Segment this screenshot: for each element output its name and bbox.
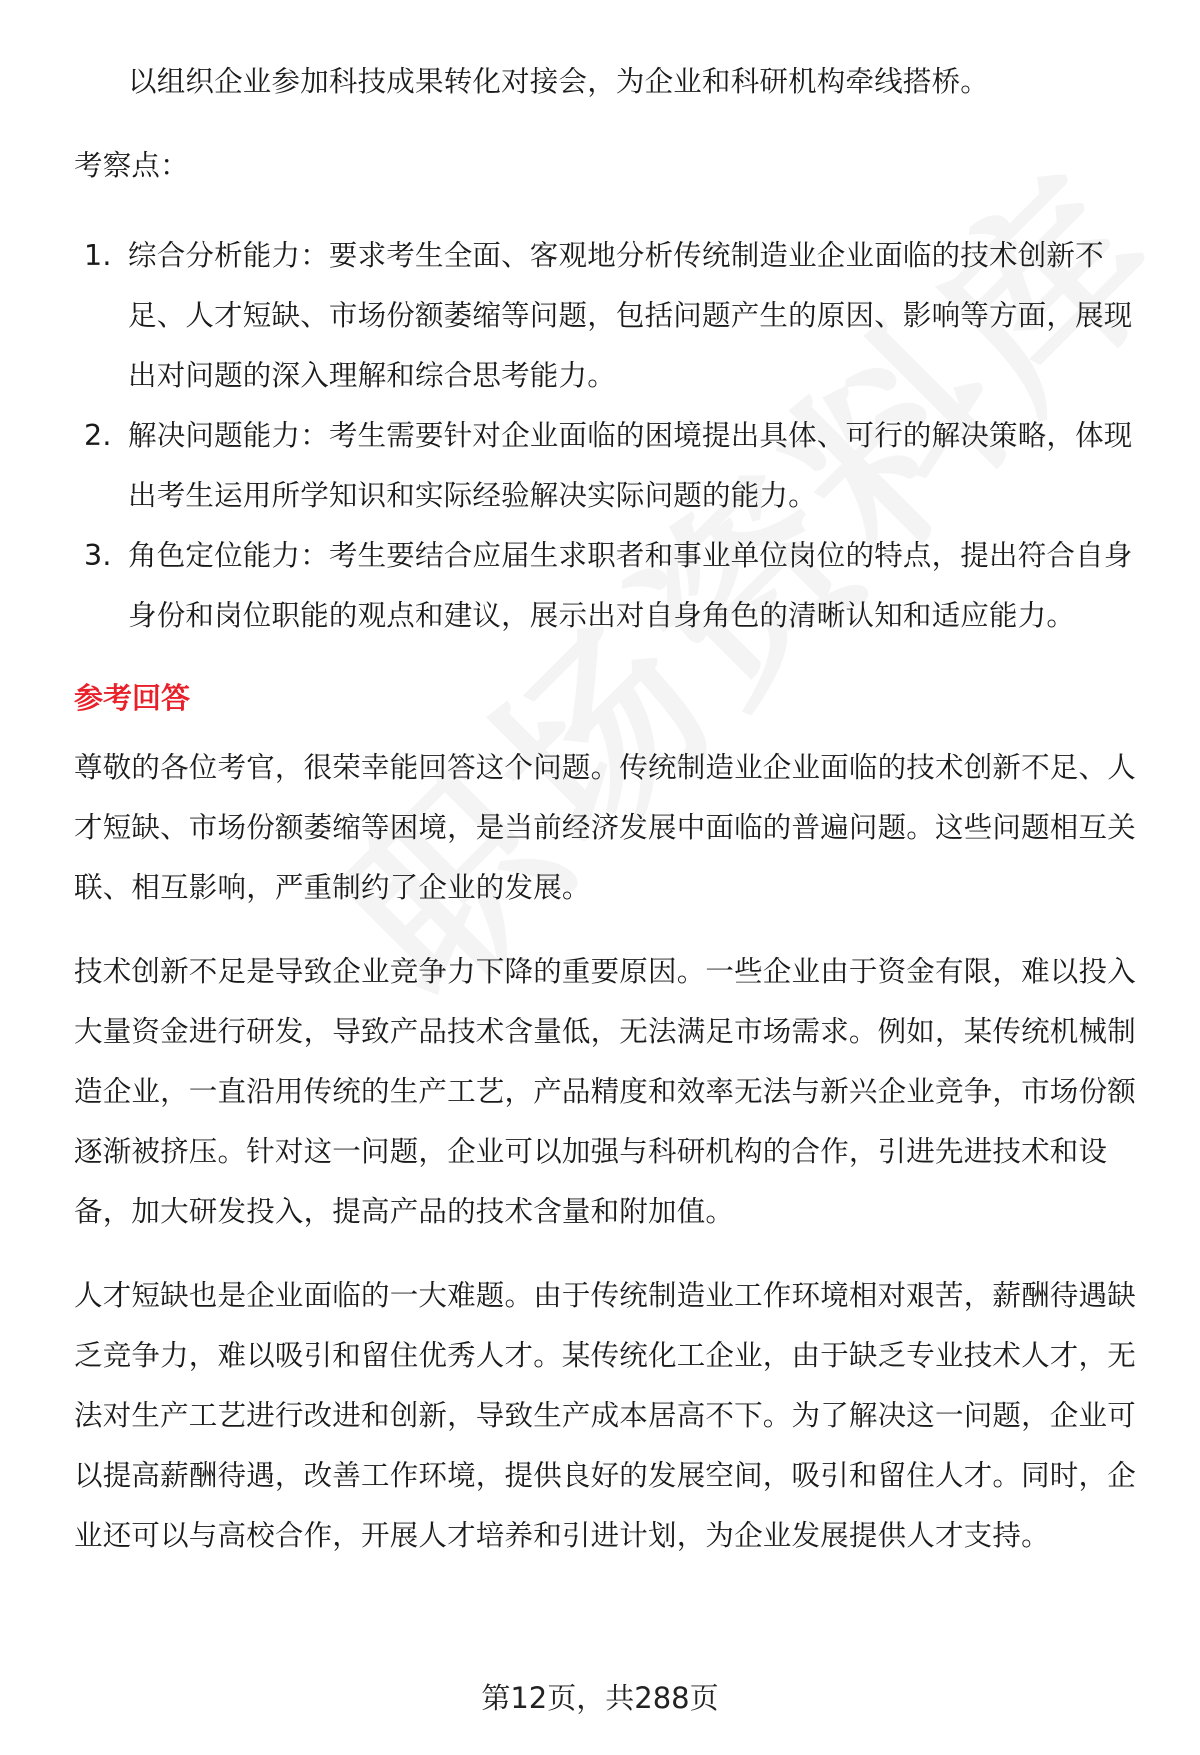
list-item-number: 3. [84,539,112,572]
list-item [74,406,1146,526]
intro-line: 以组织企业参加科技成果转化对接会，为企业和科研机构牵线搭桥。 [128,65,990,98]
observe-label: 考察点： [74,149,189,182]
answer-paragraph: 人才短缺也是企业面临的一大难题。由于传统制造业工作环境相对艰苦，薪酬待遇缺乏竞争力，难以吸引和留住优秀人才。某传统化工企业，由于缺乏专业技术人才，无法对生产工艺进行改进和创新，导致生产成本居高不下。为了解决这一问题，企业可以提高薪酬待遇，改善工作环境，提供良好的发展空间，吸引和留住人才。同时，企业还可以与高校合作，开展人才培养和引进计划，为企业发展提供人才支持。 [74,1279,1136,1552]
list-item-number: 1. [84,239,112,272]
page-number-footer: 第12页，共288页 [481,1681,719,1715]
list-item-text: 综合分析能力：要求考生全面、客观地分析传统制造业企业面临的技术创新不足、人才短缺、市场份额萎缩等问题，包括问题产生的原因、影响等方面，展现出对问题的深入理解和综合思考能力。 [128,239,1133,392]
list-item-number: 2. [84,419,112,452]
answer-paragraph: 尊敬的各位考官，很荣幸能回答这个问题。传统制造业企业面临的技术创新不足、人才短缺、市场份额萎缩等困境，是当前经济发展中面临的普遍问题。这些问题相互关联、相互影响，严重制约了企业的发展。 [74,751,1136,904]
list-item-text: 解决问题能力：考生需要针对企业面临的困境提出具体、可行的解决策略，体现出考生运用所学知识和实际经验解决实际问题的能力。 [128,419,1133,512]
list-item [74,226,1146,406]
content-body [74,52,1146,1566]
observe-points-list [74,226,1146,646]
list-item [74,526,1146,646]
answer-paragraph: 技术创新不足是导致企业竞争力下降的重要原因。一些企业由于资金有限，难以投入大量资金进行研发，导致产品技术含量低，无法满足市场需求。例如，某传统机械制造企业，一直沿用传统的生产工艺，产品精度和效率无法与新兴企业竞争，市场份额逐渐被挤压。针对这一问题，企业可以加强与科研机构的合作，引进先进技术和设备，加大研发投入，提高产品的技术含量和附加值。 [74,955,1136,1228]
list-item-text: 角色定位能力：考生要结合应届生求职者和事业单位岗位的特点，提出符合自身身份和岗位职能的观点和建议，展示出对自身角色的清晰认知和适应能力。 [128,539,1133,632]
answer-section-title: 参考回答 [74,681,191,715]
